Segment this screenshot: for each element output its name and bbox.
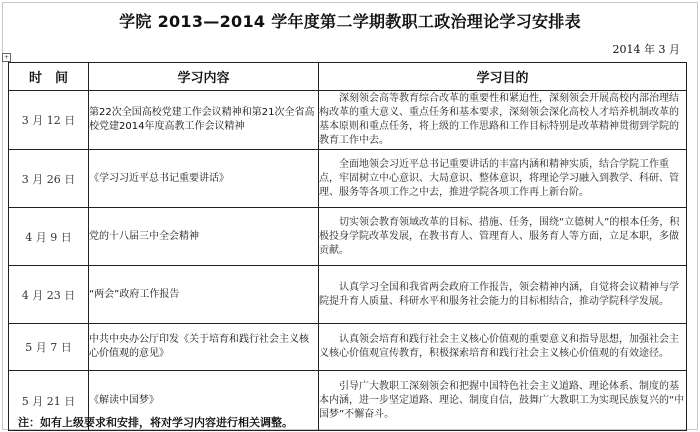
footnote: 注：如有上级要求和安排，将对学习内容进行相关调整。 <box>18 416 293 429</box>
row-date: 5 月 7 日 <box>9 324 89 371</box>
header-content: 学习内容 <box>89 63 319 91</box>
row-content: 中共中央办公厅印发《关于培育和践行社会主义核心价值观的意见》 <box>89 324 319 371</box>
document-date: 2014 年 3 月 <box>612 43 680 56</box>
table-row <box>9 266 687 324</box>
document-title: 学院 2013—2014 学年度第二学期教职工政治理论学习安排表 <box>119 12 581 31</box>
table-row <box>9 208 687 266</box>
row-goal: 全面地领会习近平总书记重要讲话的丰富内涵和精神实质，结合学院工作重点，牢固树立中心意识、大局意识、整体意识，将理论学习融入到教学、科研、管理、服务等各项工作之中去，推进学院各项工作再上新台阶。 <box>319 150 687 208</box>
table-header-row <box>9 63 687 91</box>
row-content: 第22次全国高校党建工作会议精神和第21次全省高校党建2014年度高教工作会议精神 <box>89 91 319 150</box>
row-date: 3 月 12 日 <box>9 91 89 150</box>
row-goal: 深刻领会高等教育综合改革的重要性和紧迫性，深刻领会开展高校内部治理结构改革的重大意义、重点任务和基本要求，深刻领会深化高校人才培养机制改革的基本原则和重点任务，将上级的工作思路和工作目标特别是改革精神贯彻到学院的教育工作中去。 <box>319 91 687 150</box>
row-goal: 引导广大教职工深刻领会和把握中国特色社会主义道路、理论体系、制度的基本内涵，进一步坚定道路、理论、制度自信，鼓舞广大教职工为实现民族复兴的“中国梦”不懈奋斗。 <box>319 371 687 431</box>
row-goal: 认真学习全国和我省两会政府工作报告，领会精神内涵，自觉将会议精神与学院提升育人质量、科研水平和服务社会能力的目标相结合，推动学院科学发展。 <box>319 266 687 324</box>
row-date: 4 月 23 日 <box>9 266 89 324</box>
row-content: 《学习习近平总书记重要讲话》 <box>89 150 319 208</box>
study-schedule-table <box>8 62 687 431</box>
table-row <box>9 150 687 208</box>
row-goal: 切实领会教育领域改革的目标、措施、任务，围绕“立德树人”的根本任务，积极投身学院改革发展，在教书育人、管理育人、服务育人等方面，立足本职，多做贡献。 <box>319 208 687 266</box>
row-content: 《解读中国梦》 <box>89 371 319 431</box>
row-date: 3 月 26 日 <box>9 150 89 208</box>
table-row <box>9 91 687 150</box>
header-time: 时 间 <box>9 63 89 91</box>
row-content: “两会”政府工作报告 <box>89 266 319 324</box>
row-date: 4 月 9 日 <box>9 208 89 266</box>
row-goal: 认真领会培育和践行社会主义核心价值观的重要意义和指导思想，加强社会主义核心价值观宣传教育，积极探索培育和践行社会主义核心价值观的有效途径。 <box>319 324 687 371</box>
table-move-handle-icon[interactable]: + <box>3 54 10 61</box>
row-content: 党的十八届三中全会精神 <box>89 208 319 266</box>
header-goal: 学习目的 <box>319 63 687 91</box>
row-date: 5 月 21 日 <box>9 371 89 431</box>
table-row <box>9 324 687 371</box>
